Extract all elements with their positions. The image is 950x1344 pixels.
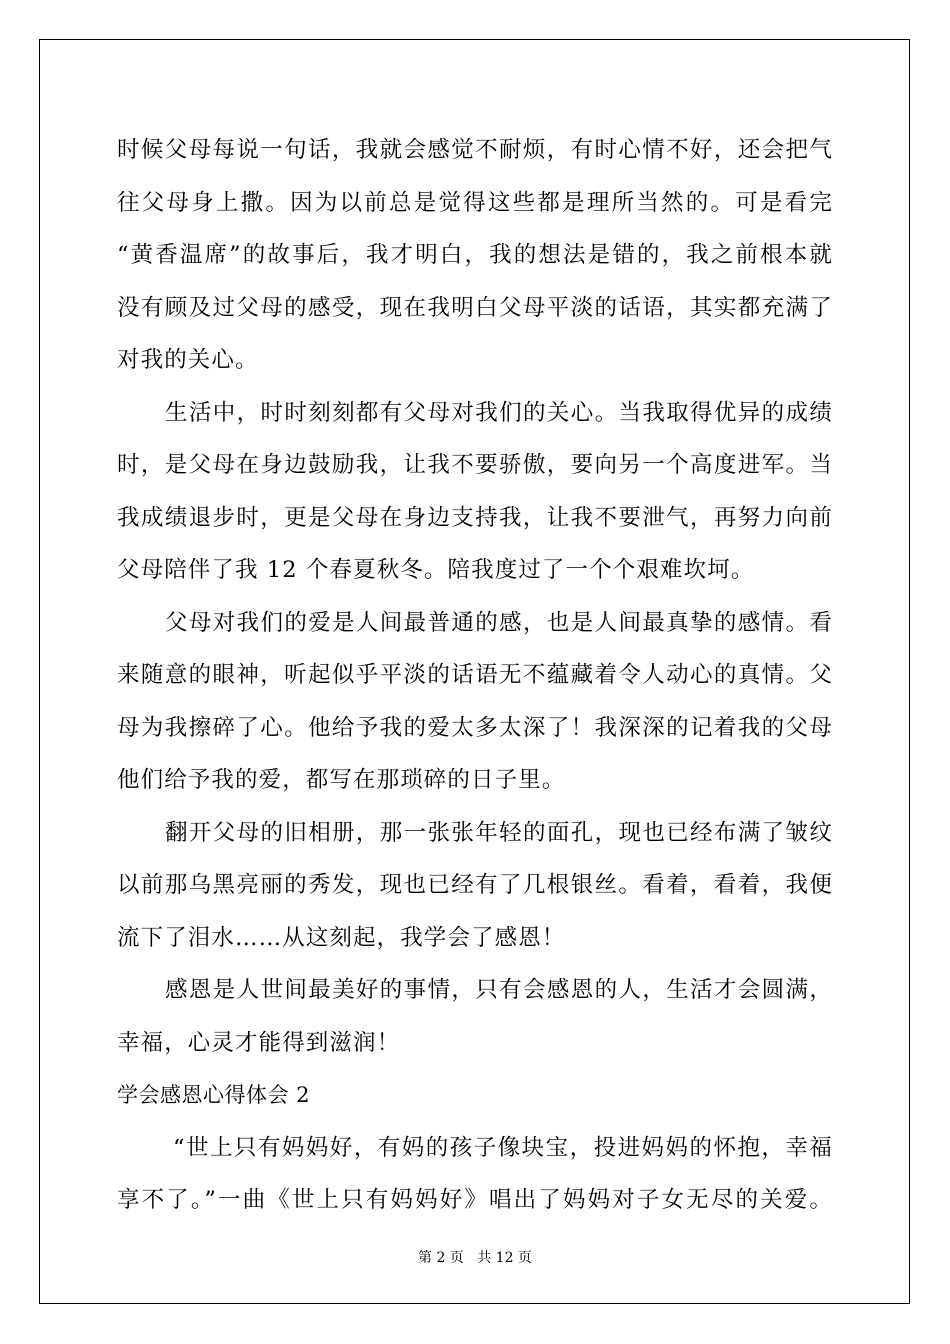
section-heading: 学会感恩心得体会 2 [117, 1083, 311, 1107]
page-total: 共 12 页 [477, 1250, 532, 1266]
text-line: 生活中，时时刻刻都有父母对我们的关心。当我取得优异的成绩 [165, 399, 833, 426]
text-line: “黄香温席”的故事后，我才明白，我的想法是错的，我之前根本就 [117, 242, 833, 268]
text-line: 没有顾及过父母的感受，现在我明白父母平淡的话语，其实都充满了 [117, 294, 833, 321]
text-line: 来随意的眼神，听起似乎平淡的话语无不蕴藏着令人动心的真情。父 [117, 662, 833, 688]
text-line: 流下了泪水……从这刻起，我学会了感恩！ [117, 924, 566, 951]
text-line: 感恩是人世间最美好的事情，只有会感恩的人，生活才会圆满， [165, 977, 833, 1003]
text-line: 我成绩退步时，更是父母在身边支持我，让我不要泄气，再努力向前 [117, 504, 833, 531]
text-line: 对我的关心。 [117, 347, 259, 373]
text-line: 翻开父母的旧相册，那一张张年轻的面孔，现也已经布满了皱纹 [165, 819, 833, 846]
text-line: 享不了。”一曲《世上只有妈妈好》唱出了妈妈对子女无尽的关爱。 [117, 1187, 833, 1213]
text-line: “世上只有妈妈好，有妈的孩子像块宝，投进妈妈的怀抱，幸福 [173, 1134, 833, 1161]
text-line: 幸福，心灵才能得到滋润！ [117, 1029, 401, 1056]
text-line: 往父母身上撒。因为以前总是觉得这些都是理所当然的。可是看完 [117, 189, 833, 216]
text-line: 时，是父母在身边鼓励我，让我不要骄傲，要向另一个高度进军。当 [117, 452, 833, 478]
page-footer [0, 1247, 950, 1267]
text-line: 父母陪伴了我 12 个春夏秋冬。陪我度过了一个个艰难坎坷。 [117, 557, 755, 583]
text-line: 以前那乌黑亮丽的秀发，现也已经有了几根银丝。看着，看着，我便 [117, 872, 833, 898]
document-body [117, 124, 833, 1227]
text-line: 父母对我们的爱是人间最普通的感，也是人间最真挚的感情。看 [165, 609, 833, 636]
text-line: 母为我擦碎了心。他给予我的爱太多太深了！我深深的记着我的父母 [117, 714, 833, 741]
footer-gap [464, 1250, 477, 1266]
text-line: 时候父母每说一句话，我就会感觉不耐烦，有时心情不好，还会把气 [117, 137, 833, 163]
text-line: 他们给予我的爱，都写在那琐碎的日子里。 [117, 767, 566, 793]
page-number: 第 2 页 [418, 1250, 464, 1266]
